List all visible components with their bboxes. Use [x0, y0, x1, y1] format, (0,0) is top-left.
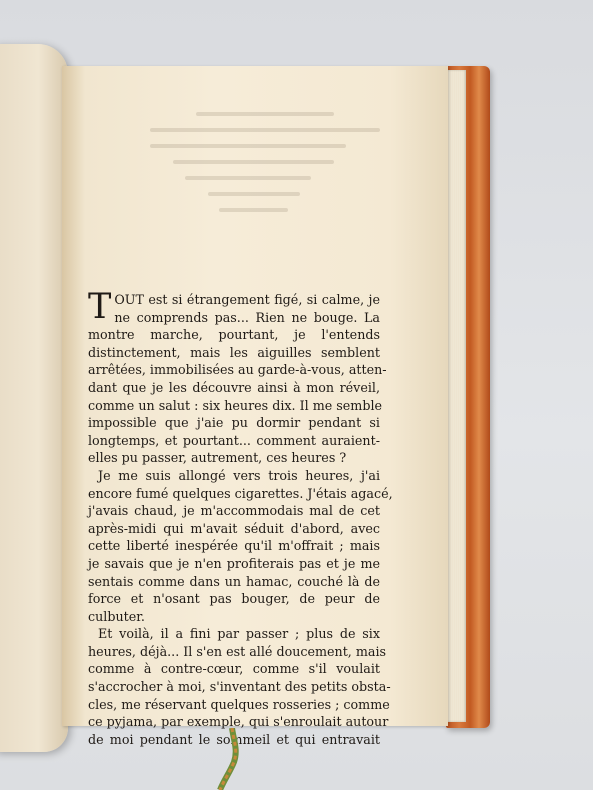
text-line: arrêtées, immobilisées au garde-à-vous, atten-	[88, 362, 387, 378]
show-through-text	[150, 112, 380, 252]
text-line: j'avais chaud, je m'accommodais mal de cet	[88, 503, 380, 519]
text-line: distinctement, mais les aiguilles semblent	[88, 344, 380, 360]
text-line: heures, déjà... Il s'en est allé doucement, mais	[88, 643, 387, 659]
text-line: OUT est si étrangement figé, si calme, je	[114, 292, 380, 307]
text-line: longtemps, et pourtant... comment auraient-	[88, 432, 380, 448]
text-line: elles pu passer, autrement, ces heures ?	[88, 450, 347, 466]
text-line: encore fumé quelques cigarettes. J'étais agacé,	[88, 485, 393, 501]
text-line: de moi pendant le sommeil et qui entravait	[88, 731, 380, 747]
text-line: dant que je les découvre ainsi à mon réveil,	[88, 379, 380, 395]
left-page-curl	[0, 44, 68, 752]
text-line: montre marche, pourtant, je l'entends	[88, 327, 380, 343]
text-line: impossible que j'aie pu dormir pendant si	[88, 415, 380, 431]
paragraph-2	[88, 467, 393, 625]
drop-cap: T	[88, 287, 112, 327]
text-line: cles, me réservant quelques rosseries ; comme	[88, 696, 390, 712]
text-line: s'accrocher à moi, s'inventant des petits obsta-	[88, 679, 391, 695]
text-line: ce pyjama, par exemple, qui s'enroulait autour	[88, 714, 389, 730]
text-line: force et n'osant pas bouger, de peur de	[88, 591, 380, 607]
text-line: culbuter.	[88, 608, 145, 624]
text-line: cette liberté inespérée qu'il m'offrait ; mais	[88, 538, 380, 554]
text-line: comme un salut : six heures dix. Il me semble	[88, 397, 383, 413]
text-line: sentais comme dans un hamac, couché là de	[88, 573, 380, 589]
text-line: Je me suis allongé vers trois heures, j'ai	[98, 467, 380, 483]
bookmark-ribbon	[214, 728, 248, 790]
text-line: ne comprends pas... Rien ne bouge. La	[114, 309, 380, 325]
text-line: après-midi qui m'avait séduit d'abord, avec	[88, 520, 380, 536]
page-text	[88, 287, 393, 748]
text-line: Et voilà, il a fini par passer ; plus de six	[98, 626, 380, 642]
text-line: comme à contre-cœur, comme s'il voulait	[88, 661, 380, 677]
text-line: je savais que je n'en profiterais pas et je me	[88, 555, 380, 571]
paragraph-1	[88, 287, 387, 467]
